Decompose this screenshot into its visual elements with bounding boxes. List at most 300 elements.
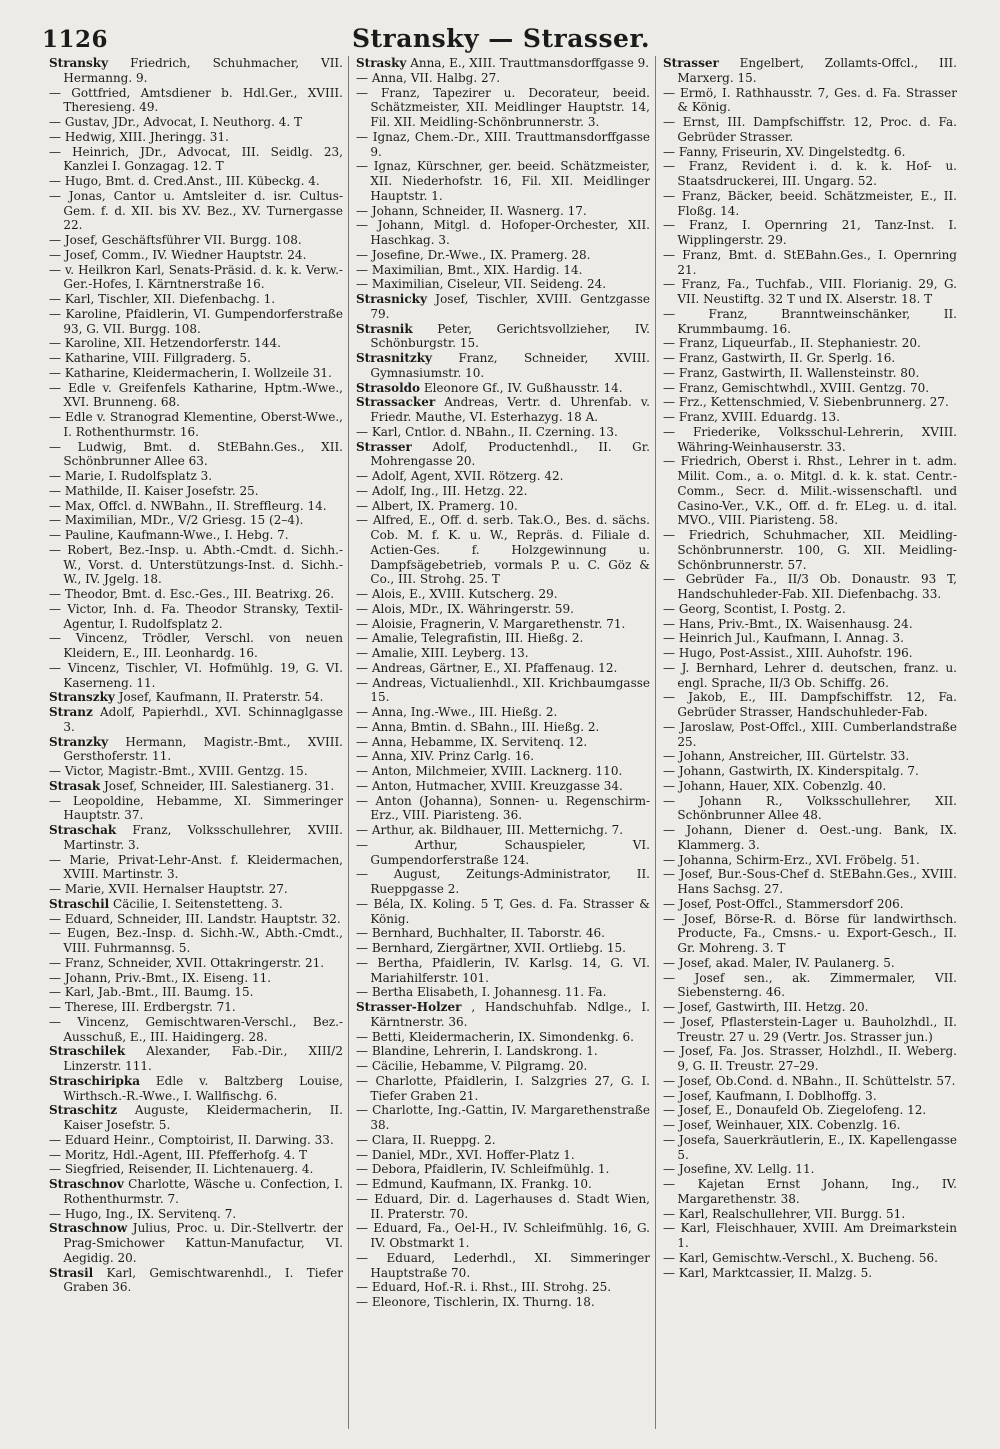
entry-text: Engelbert, Zollamts-Offcl., III. Marxerg. 15. <box>677 56 957 85</box>
entry-text: Adolf, Papierhdl., XVI. Schinnaglgasse 3. <box>63 705 343 734</box>
entry-surname: Strasnicky <box>356 292 427 306</box>
entry-text: — Ignaz, Chem.-Dr., XIII. Trauttmansdorffgasse 9. <box>356 129 650 159</box>
entry-surname: Strasnitzky <box>356 351 432 365</box>
directory-entry <box>49 1162 343 1177</box>
directory-entry <box>663 366 957 381</box>
entry-text: — Arthur, ak. Bildhauer, III. Metternichg. 7. <box>356 823 624 837</box>
directory-entry <box>663 1089 957 1104</box>
directory-entry <box>49 661 343 691</box>
directory-entry <box>49 543 343 587</box>
entry-text: — Jonas, Cantor u. Amtsleiter d. isr. Cultus-Gem. f. d. XII. bis XV. Bez., XV. Turnergasse 22. <box>49 188 343 233</box>
entry-text: — Heinrich, JDr., Advocat, III. Seidlg. 23, Kanzlei I. Gonzagag. 12. T <box>49 144 343 174</box>
entry-text: — Josef, Bur.-Sous-Chef d. StEBahn.Ges., XVIII. Hans Sachsg. 27. <box>663 867 957 896</box>
entry-text: — Marie, Privat-Lehr-Anst. f. Kleidermachen, XVIII. Martinstr. 3. <box>49 852 343 882</box>
entry-text: — Bertha, Pfaidlerin, IV. Karlsg. 14, G. VI. Mariahilferstr. 101. <box>356 955 650 985</box>
directory-entry <box>663 218 957 248</box>
entry-text: — Franz, Branntweinschänker, II. Krummbaumg. 16. <box>663 306 957 336</box>
entry-text: — Josef, Ob.Cond. d. NBahn., II. Schüttelstr. 57. <box>663 1073 956 1088</box>
page-header <box>42 18 960 58</box>
entry-text: — Eduard Heinr., Comptoirist, II. Darwing. 33. <box>49 1132 334 1147</box>
entry-text: — Clara, II. Rueppg. 2. <box>356 1132 496 1147</box>
entry-text: — Josef, Gastwirth, III. Hetzg. 20. <box>663 1000 869 1014</box>
entry-text: — Josef, Pflasterstein-Lager u. Bauholzhdl., II. Treustr. 27 u. 29 (Vertr. Jos. Strasser jun.) <box>663 1014 957 1044</box>
entry-text: — Katharine, VIII. Fillgraderg. 5. <box>49 351 251 365</box>
directory-entry <box>663 1133 957 1163</box>
entry-text: — Bernhard, Buchhalter, II. Taborstr. 46. <box>356 926 605 941</box>
entry-text: — Hugo, Bmt. d. Cred.Anst., III. Kübeckg. 4. <box>49 174 320 188</box>
directory-entry <box>663 1162 957 1177</box>
directory-entry <box>663 823 957 853</box>
entry-text: — Karl, Jab.-Bmt., III. Baumg. 15. <box>49 985 254 1000</box>
entry-text: — Gebrüder Fa., II/3 Ob. Donaustr. 93 T, Handschuhleder-Fab. XII. Diefenbachg. 33. <box>663 572 957 601</box>
entry-text: — Maximilian, Ciseleur, VII. Seideng. 24. <box>356 277 607 292</box>
directory-entry <box>49 513 343 528</box>
directory-entry <box>356 956 650 986</box>
entry-text: — Ludwig, Bmt. d. StEBahn.Ges., XII. Schönbrunner Allee 63. <box>49 439 343 469</box>
entry-text: — Georg, Scontist, I. Postg. 2. <box>663 601 846 616</box>
directory-entry <box>663 690 957 720</box>
entry-text: — Debora, Pfaidlerin, IV. Schleifmühlg. 1. <box>356 1162 610 1177</box>
directory-entry <box>49 853 343 883</box>
entry-text: — Josef, Börse-R. d. Börse für landwirthsch. Producte, Fa., Cmsns.- u. Export-Gesch., II. Gr. Mohreng. 3. T <box>663 911 957 955</box>
entry-text: — Johann, Priv.-Bmt., IX. Eiseng. 11. <box>49 970 272 985</box>
entry-text: — Franz, XVIII. Eduardg. 13. <box>663 410 840 424</box>
entry-text: — Josefine, XV. Lellg. 11. <box>663 1162 815 1177</box>
entry-text: — Franz, Schneider, XVII. Ottakringerstr. 21. <box>49 955 325 970</box>
directory-entry <box>49 351 343 366</box>
entry-text: Franz, Schneider, XVIII. Gymnasiumstr. 10. <box>370 351 650 380</box>
entry-text: — Heinrich Jul., Kaufmann, I. Annag. 3. <box>663 631 904 646</box>
directory-entry <box>356 587 650 602</box>
entry-text: — Karl, Realschullehrer, VII. Burgg. 51. <box>663 1206 906 1221</box>
entry-text: — Kajetan Ernst Johann, Ing., IV. Margarethenstr. 38. <box>663 1177 957 1206</box>
directory-entry <box>49 690 343 705</box>
entry-text: — Friederike, Volksschul-Lehrerin, XVIII. Währing-Weinhauserstr. 33. <box>663 424 957 454</box>
directory-entry <box>356 631 650 646</box>
entry-text: — Andreas, Gärtner, E., XI. Pfaffenaug. 12. <box>356 660 618 675</box>
entry-text: — Siegfried, Reisender, II. Lichtenauerg. 4. <box>49 1162 314 1177</box>
entry-text: — Charlotte, Ing.-Gattin, IV. Margarethenstraße 38. <box>356 1103 650 1132</box>
directory-entry <box>356 1044 650 1059</box>
directory-entry <box>356 1192 650 1222</box>
directory-entry <box>356 86 650 130</box>
directory-entry <box>356 985 650 1000</box>
entry-surname: Stranzky <box>49 734 109 749</box>
entry-text: — Franz, Bmt. d. StEBahn.Ges., I. Opernring 21. <box>663 247 957 277</box>
directory-entry <box>49 1266 343 1296</box>
entry-text: — Josef, akad. Maler, IV. Paulanerg. 5. <box>663 955 895 970</box>
entry-text: — Daniel, MDr., XVI. Hoffer-Platz 1. <box>356 1147 575 1162</box>
directory-entry <box>49 823 343 853</box>
entry-text: Franz, Volksschullehrer, XVIII. Martinstr. 3. <box>63 823 343 852</box>
entry-text: — Josef, E., Donaufeld Ob. Ziegelofeng. 12. <box>663 1103 927 1118</box>
entry-text: Julius, Proc. u. Dir.-Stellvertr. der Prag-Smichower Kattun-Manufactur, VI. Aegidig. 20. <box>63 1221 343 1265</box>
directory-entry <box>49 410 343 440</box>
directory-entry <box>356 277 650 292</box>
directory-entry <box>663 720 957 750</box>
directory-entry <box>49 779 343 794</box>
entry-surname: Strasky <box>356 56 407 70</box>
directory-entry <box>49 130 343 145</box>
entry-text: — Franz, I. Opernring 21, Tanz-Inst. I. Wipplingerstr. 29. <box>663 218 957 247</box>
entry-text: — Vincenz, Trödler, Verschl. von neuen Kleidern, E., III. Leonhardg. 16. <box>49 631 343 660</box>
directory-entry <box>49 1148 343 1163</box>
entry-text: Eleonore Gf., IV. Gußhausstr. 14. <box>423 380 623 395</box>
entry-text: — Maximilian, Bmt., XIX. Hardig. 14. <box>356 262 583 277</box>
directory-entry <box>663 86 957 116</box>
directory-entry <box>49 1074 343 1104</box>
directory-entry <box>356 56 650 71</box>
directory-entry <box>49 56 343 86</box>
entry-text: — Max, Offcl. d. NWBahn., II. Streffleurg. 14. <box>49 498 327 513</box>
directory-entry <box>49 189 343 233</box>
directory-entry <box>663 1118 957 1133</box>
entry-text: — Vincenz, Tischler, VI. Hofmühlg. 19, G. VI. Kaserneng. 11. <box>49 660 343 690</box>
entry-text: — Franz, Fa., Tuchfab., VIII. Florianig. 29, G. VII. Neustiftg. 32 T und IX. Alserstr. 18. T <box>663 277 957 306</box>
directory-entry <box>356 263 650 278</box>
directory-entry <box>356 749 650 764</box>
directory-entry <box>663 381 957 396</box>
directory-entry <box>356 1059 650 1074</box>
entry-surname: Straschil <box>49 896 110 911</box>
entry-text: — Charlotte, Pfaidlerin, I. Salzgries 27, G. I. Tiefer Graben 21. <box>356 1073 650 1103</box>
entry-text: Peter, Gerichtsvollzieher, IV. Schönburgstr. 15. <box>370 321 650 351</box>
entry-text: — Alois, MDr., IX. Währingerstr. 59. <box>356 601 574 616</box>
directory-entry <box>356 1295 650 1310</box>
entry-text: , Handschuhfab. Ndlge., I. Kärntnerstr. 36. <box>370 1000 650 1029</box>
entry-text: Hermann, Magistr.-Bmt., XVIII. Gersthoferstr. 11. <box>63 734 343 764</box>
entry-text: — Friedrich, Oberst i. Rhst., Lehrer in t. adm. Milit. Com., a. o. Mitgl. d. k. k. stat. Centr.-Comm., Secr. d. Milit.-wissenschaftl. und Casino-Ver., V.K., Off. d. fr. ELeg. u. d. ital. MVO., VIII. Piaristeng. 58. <box>663 454 957 528</box>
entry-text: — Johann, Diener d. Oest.-ung. Bank, IX. Klammerg. 3. <box>663 823 957 852</box>
entry-text: — Edmund, Kaufmann, IX. Frankg. 10. <box>356 1177 592 1191</box>
directory-entry <box>49 602 343 632</box>
directory-entry <box>356 469 650 484</box>
directory-entry <box>663 248 957 278</box>
entry-text: Alexander, Fab.-Dir., XIII/2 Linzerstr. 111. <box>63 1044 343 1073</box>
directory-entry <box>356 292 650 322</box>
entry-text: — Anna, Ing.-Wwe., III. Hießg. 2. <box>356 705 558 719</box>
directory-entry <box>663 897 957 912</box>
entry-text: — Ignaz, Kürschner, ger. beeid. Schätzmeister, XII. Niederhofstr. 16, Fil. XII. Meidlinger Hauptstr. 1. <box>356 159 650 203</box>
directory-entry <box>356 838 650 868</box>
entry-text: — Béla, IX. Koling. 5 T, Ges. d. Fa. Strasser & König. <box>356 896 650 926</box>
directory-entry <box>356 248 650 263</box>
entry-text: — Franz, Liqueurfab., II. Stephaniestr. 20. <box>663 336 921 351</box>
directory-entry <box>49 1044 343 1074</box>
directory-entry <box>663 617 957 632</box>
directory-entry <box>663 794 957 824</box>
entry-text: — Friedrich, Schuhmacher, XII. Meidling-Schönbrunnerstr. 100, G. XII. Meidling-Schönbrunnerstr. 57. <box>663 528 957 572</box>
directory-entry <box>663 971 957 1001</box>
entry-text: Adolf, Productenhdl., II. Gr. Mohrengasse 20. <box>370 439 650 469</box>
directory-entry <box>49 897 343 912</box>
entry-text: — Ernst, III. Dampfschiffstr. 12, Proc. d. Fa. Gebrüder Strasser. <box>663 115 957 144</box>
entry-surname: Strasser <box>663 56 719 70</box>
entry-text: — Andreas, Victualienhdl., XII. Krichbaumgasse 15. <box>356 675 650 705</box>
directory-entry <box>663 1103 957 1118</box>
directory-entry <box>663 1221 957 1251</box>
entry-text: — Moritz, Hdl.-Agent, III. Pfefferhofg. 4. T <box>49 1147 307 1162</box>
entry-text: — Victor, Magistr.-Bmt., XVIII. Gentzg. 15. <box>49 764 308 778</box>
entry-text: — Blandine, Lehrerin, I. Landskrong. 1. <box>356 1044 598 1059</box>
entry-text: — Anna, VII. Halbg. 27. <box>356 70 501 85</box>
entry-text: Auguste, Kleidermacherin, II. Kaiser Josefstr. 5. <box>63 1103 343 1132</box>
entry-text: — Eugen, Bez.-Insp. d. Sichh.-W., Abth.-Cmdt., VIII. Fuhrmannsg. 5. <box>49 926 343 955</box>
directory-entry <box>356 1000 650 1030</box>
entry-text: — Jakob, E., III. Dampfschiffstr. 12, Fa. Gebrüder Strasser, Handschuhleder-Fab. <box>663 690 957 719</box>
column-1 <box>42 56 348 1429</box>
entry-text: — Ermö, I. Rathhausstr. 7, Ges. d. Fa. Strasser & König. <box>663 85 957 115</box>
directory-entry <box>49 484 343 499</box>
entry-text: — Eduard, Lederhdl., XI. Simmeringer Hauptstraße 70. <box>356 1250 650 1280</box>
entry-text: — Maximilian, MDr., V/2 Griesg. 15 (2–4). <box>49 513 304 528</box>
entry-text: — Pauline, Kaufmann-Wwe., I. Hebg. 7. <box>49 528 289 542</box>
entry-text: — Anna, Hebamme, IX. Servitenq. 12. <box>356 734 588 749</box>
directory-entry <box>49 1177 343 1207</box>
directory-entry <box>356 204 650 219</box>
entry-surname: Straschitz <box>49 1103 118 1118</box>
directory-entry <box>663 1266 957 1281</box>
directory-entry <box>49 440 343 470</box>
directory-entry <box>663 1044 957 1074</box>
directory-entry <box>663 646 957 661</box>
entry-text: — Amalie, Telegrafistin, III. Hießg. 2. <box>356 631 584 646</box>
directory-entry <box>356 735 650 750</box>
directory-entry <box>663 631 957 646</box>
directory-entry <box>356 484 650 499</box>
directory-entry <box>49 1133 343 1148</box>
directory-entry <box>356 941 650 956</box>
entry-text: — Karl, Fleischhauer, XVIII. Am Dreimarkstein 1. <box>663 1221 957 1250</box>
entry-surname: Straschak <box>49 823 117 837</box>
directory-entry <box>356 513 650 587</box>
directory-entry <box>663 454 957 528</box>
entry-text: — Hugo, Ing., IX. Servitenq. 7. <box>49 1206 237 1221</box>
entry-surname: Stranz <box>49 705 93 719</box>
entry-text: — Vincenz, Gemischtwaren-Verschl., Bez.-Ausschuß, E., III. Haidingerg. 28. <box>49 1014 343 1044</box>
directory-entry <box>49 956 343 971</box>
directory-entry <box>356 661 650 676</box>
directory-entry <box>663 145 957 160</box>
entry-text: — Anton, Milchmeier, XVIII. Lacknerg. 110. <box>356 764 623 778</box>
directory-entry <box>356 1251 650 1281</box>
directory-entry <box>356 764 650 779</box>
entry-text: — Eduard, Schneider, III. Landstr. Hauptstr. 32. <box>49 911 341 926</box>
directory-entry <box>49 971 343 986</box>
entry-text: — Hedwig, XIII. Jheringg. 31. <box>49 129 229 144</box>
entry-surname: Strasoldo <box>356 380 421 395</box>
directory-entry <box>663 1251 957 1266</box>
directory-entry <box>356 617 650 632</box>
entry-text: Charlotte, Wäsche u. Confection, I. Rothenthurmstr. 7. <box>63 1177 343 1206</box>
directory-entry <box>49 1015 343 1045</box>
directory-entry <box>49 705 343 735</box>
entry-text: — Therese, III. Erdbergstr. 71. <box>49 1000 236 1014</box>
entry-text: — Franz, Gastwirth, II. Gr. Sperlg. 16. <box>663 351 896 365</box>
entry-text: — Adolf, Agent, XVII. Rötzerg. 42. <box>356 469 564 483</box>
entry-text: — Eleonore, Tischlerin, IX. Thurng. 18. <box>356 1295 595 1309</box>
directory-entry <box>49 912 343 927</box>
entry-text: — Betti, Kleidermacherin, IX. Simondenkg. 6. <box>356 1029 634 1044</box>
directory-entry <box>49 381 343 411</box>
directory-entry <box>356 823 650 838</box>
entry-text: — Leopoldine, Hebamme, XI. Simmeringer Hauptstr. 37. <box>49 793 343 823</box>
entry-text: — Gottfried, Amtsdiener b. Hdl.Ger., XVIII. Theresieng. 49. <box>49 85 343 115</box>
entry-text: Karl, Gemischtwarenhdl., I. Tiefer Graben 36. <box>63 1265 343 1295</box>
entry-text: — Johanna, Schirm-Erz., XVI. Fröbelg. 51. <box>663 852 920 867</box>
directory-entry <box>663 764 957 779</box>
entry-text: — Marie, XVII. Hernalser Hauptstr. 27. <box>49 882 288 896</box>
entry-text: — Johann, Schneider, II. Wasnerg. 17. <box>356 203 587 218</box>
entry-text: — Eduard, Dir. d. Lagerhauses d. Stadt Wien, II. Praterstr. 70. <box>356 1191 650 1221</box>
directory-entry <box>49 926 343 956</box>
directory-entry <box>356 1103 650 1133</box>
directory-entry <box>49 307 343 337</box>
entry-text: — Johann, Gastwirth, IX. Kinderspitalg. 7. <box>663 764 919 778</box>
directory-entry <box>356 1221 650 1251</box>
directory-entry <box>356 1148 650 1163</box>
entry-text: — Jaroslaw, Post-Offcl., XIII. Cumberlandstraße 25. <box>663 719 957 749</box>
directory-entry <box>663 602 957 617</box>
directory-entry <box>49 145 343 175</box>
entry-text: — Josef sen., ak. Zimmermaler, VII. Siebensterng. 46. <box>663 970 957 1000</box>
directory-entry <box>356 646 650 661</box>
directory-entry <box>356 1030 650 1045</box>
directory-entry <box>663 912 957 956</box>
directory-columns <box>42 56 962 1429</box>
directory-entry <box>356 218 650 248</box>
entry-surname: Strasser <box>356 439 412 454</box>
directory-entry <box>663 56 957 86</box>
directory-entry <box>356 867 650 897</box>
directory-entry <box>356 351 650 381</box>
directory-entry <box>49 86 343 116</box>
directory-entry <box>663 779 957 794</box>
entry-text: Anna, E., XIII. Trauttmansdorffgasse 9. <box>410 56 650 70</box>
entry-text: — Aloisie, Fragnerin, V. Margarethenstr. 71. <box>356 616 626 631</box>
entry-text: — Josef, Kaufmann, I. Doblhoffg. 3. <box>663 1088 877 1103</box>
directory-entry <box>356 794 650 824</box>
entry-text: — Eduard, Hof.-R. i. Rhst., III. Strohg. 25. <box>356 1280 612 1295</box>
page-number: 1126 <box>42 26 109 53</box>
entry-text: — Amalie, XIII. Leyberg. 13. <box>356 646 529 660</box>
entry-text: — Karl, Tischler, XII. Diefenbachg. 1. <box>49 292 276 306</box>
entry-text: — Karoline, Pfaidlerin, VI. Gumpendorferstraße 93, G. VII. Burgg. 108. <box>49 306 343 336</box>
directory-entry <box>49 336 343 351</box>
entry-text: — Hans, Priv.-Bmt., IX. Waisenhausg. 24. <box>663 616 913 631</box>
entry-text: — Anton (Johanna), Sonnen- u. Regenschirm-Erz., VIII. Piaristeng. 36. <box>356 793 650 823</box>
directory-entry <box>356 395 650 425</box>
entry-text: — Karl, Marktcassier, II. Malzg. 5. <box>663 1265 873 1280</box>
directory-entry <box>663 189 957 219</box>
entry-text: — Edle v. Stranograd Klementine, Oberst-Wwe., I. Rothenthurmstr. 16. <box>49 410 343 439</box>
directory-entry <box>356 71 650 86</box>
entry-text: — Edle v. Greifenfels Katharine, Hptm.-Wwe., XVI. Brunneng. 68. <box>49 380 343 410</box>
directory-entry <box>49 115 343 130</box>
directory-entry <box>49 587 343 602</box>
entry-text: — Franz, Tapezirer u. Decorateur, beeid. Schätzmeister, XII. Meidlinger Hauptstr. 14, Fil. XII. Meidling-Schönbrunnerstr. 3. <box>356 85 650 129</box>
entry-text: — Robert, Bez.-Insp. u. Abth.-Cmdt. d. Sichh.-W., Vorst. d. Unterstützungs-Inst. d. Sichh.-W., IV. Jgelg. 18. <box>49 542 343 587</box>
entry-text: — Victor, Inh. d. Fa. Theodor Stransky, Textil-Agentur, I. Rudolfsplatz 2. <box>49 601 343 631</box>
directory-entry <box>663 159 957 189</box>
entry-text: Josef, Schneider, III. Salestianerg. 31. <box>103 778 335 793</box>
directory-entry <box>356 1177 650 1192</box>
entry-text: — Gustav, JDr., Advocat, I. Neuthorg. 4. T <box>49 115 303 129</box>
column-2 <box>348 56 655 1429</box>
entry-text: Edle v. Baltzberg Louise, Wirthsch.-R.-Wwe., I. Wallfischg. 6. <box>63 1073 343 1103</box>
entry-text: — Johann R., Volksschullehrer, XII. Schönbrunner Allee 48. <box>663 793 957 823</box>
directory-entry <box>663 1015 957 1045</box>
directory-entry <box>49 985 343 1000</box>
entry-surname: Strasak <box>49 778 101 793</box>
directory-entry <box>49 174 343 189</box>
entry-surname: Straschiripka <box>49 1073 141 1088</box>
entry-text: — Bertha Elisabeth, I. Johannesg. 11. Fa. <box>356 985 607 1000</box>
entry-text: — Johann, Anstreicher, III. Gürtelstr. 33. <box>663 749 910 764</box>
directory-entry <box>356 499 650 514</box>
directory-entry <box>356 779 650 794</box>
directory-entry <box>49 1103 343 1133</box>
directory-entry <box>49 794 343 824</box>
directory-entry <box>663 425 957 455</box>
directory-entry <box>663 410 957 425</box>
directory-entry <box>49 469 343 484</box>
entry-text: — Franz, Revident i. d. k. k. Hof- u. Staatsdruckerei, III. Ungarg. 52. <box>663 159 957 188</box>
directory-entry <box>663 277 957 307</box>
entry-surname: Stransky <box>49 56 109 70</box>
entry-surname: Straschnow <box>49 1221 128 1236</box>
entry-surname: Strassacker <box>356 395 436 410</box>
directory-entry <box>356 926 650 941</box>
entry-text: — Katharine, Kleidermacherin, I. Wollzeile 31. <box>49 365 332 380</box>
directory-entry <box>663 853 957 868</box>
entry-text: — Cäcilie, Hebamme, V. Pilgramg. 20. <box>356 1059 588 1073</box>
directory-entry <box>663 867 957 897</box>
directory-entry <box>356 440 650 470</box>
directory-entry <box>356 1162 650 1177</box>
directory-entry <box>663 395 957 410</box>
entry-surname: Strasser-Holzer <box>356 1000 462 1014</box>
entry-text: — Johann, Hauer, XIX. Cobenzlg. 40. <box>663 778 887 793</box>
directory-entry <box>663 956 957 971</box>
entry-text: — Bernhard, Ziergärtner, XVII. Ortliebg. 15. <box>356 941 626 955</box>
directory-entry <box>49 1000 343 1015</box>
entry-surname: Straschnov <box>49 1177 124 1191</box>
directory-entry <box>663 115 957 145</box>
entry-text: — Karl, Gemischtw.-Verschl., X. Bucheng. 56. <box>663 1250 938 1265</box>
directory-entry <box>356 425 650 440</box>
column-3 <box>655 56 962 1429</box>
directory-entry <box>663 1177 957 1207</box>
directory-entry <box>356 1133 650 1148</box>
entry-text: — Karl, Cntlor. d. NBahn., II. Czerning. 13. <box>356 424 618 439</box>
directory-entry <box>356 1074 650 1104</box>
entry-text: — Adolf, Ing., III. Hetzg. 22. <box>356 483 528 498</box>
directory-entry <box>356 720 650 735</box>
entry-surname: Straschilek <box>49 1044 126 1059</box>
directory-entry <box>49 499 343 514</box>
entry-surname: Strasnik <box>356 321 413 336</box>
directory-entry <box>663 749 957 764</box>
entry-text: — Franz, Gastwirth, II. Wallensteinstr. 80. <box>663 365 920 380</box>
entry-text: Josef, Tischler, XVIII. Gentzgasse 79. <box>370 292 650 321</box>
directory-entry <box>663 1074 957 1089</box>
entry-text: Cäcilie, I. Seitenstetteng. 3. <box>113 896 283 911</box>
entry-text: — Anna, XIV. Prinz Carlg. 16. <box>356 749 535 764</box>
directory-entry <box>356 1280 650 1295</box>
entry-text: — Josef, Comm., IV. Wiedner Hauptstr. 24. <box>49 247 307 262</box>
entry-text: — Fanny, Friseurin, XV. Dingelstedtg. 6. <box>663 144 906 159</box>
